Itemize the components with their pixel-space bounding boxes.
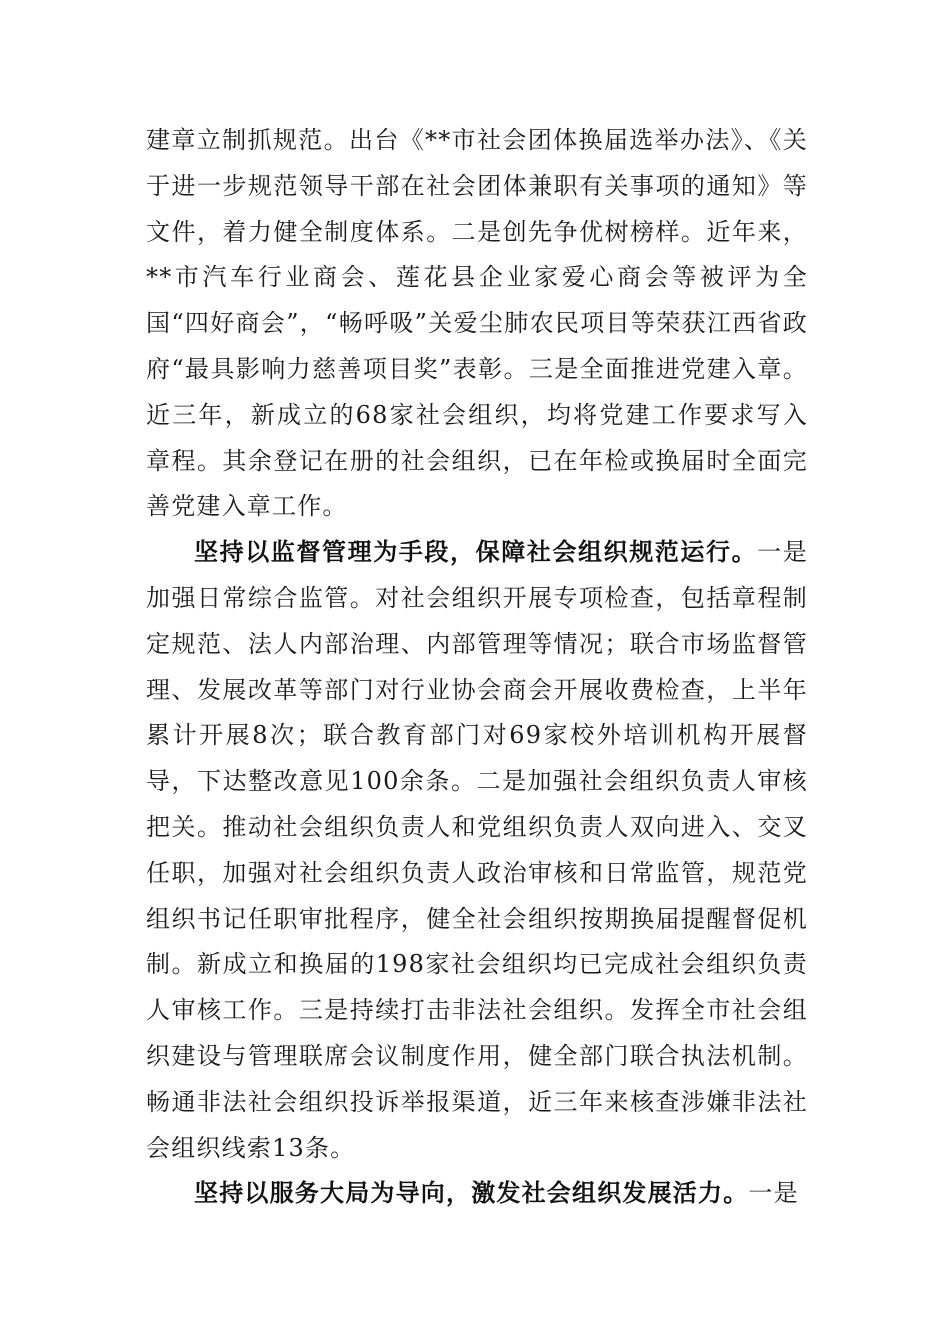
paragraph-1-body: 建章立制抓规范。出台《**市社会团体换届选举办法》、《关于进一步规范领导干部在社会团体兼职有关事项的通知》等文件，着力健全制度体系。二是创先争优树榜样。近年来，**市汽车行业商会、莲花县企业家爱心商会等被评为全国“四好商会”，“畅呼吸”关爱尘肺农民项目等荣获江西省政府“最具影响力慈善项目奖”表彰。三是全面推进党建入章。近三年，新成立的68家社会组织，均将党建工作要求写入章程。其余登记在册的社会组织，已在年检或换届时全面完善党建入章工作。 [146,126,808,521]
paragraph-service [146,1171,808,1217]
paragraph-2-body: 一是加强日常综合监管。对社会组织开展专项检查，包括章程制定规范、法人内部治理、内部管理等情况；联合市场监督管理、发展改革等部门对行业协会商会开展收费检查，上半年累计开展8次；联合教育部门对69家校外培训机构开展督导，下达整改意见100余条。二是加强社会组织负责人审核把关。推动社会组织负责人和党组织负责人双向进入、交叉任职，加强对社会组织负责人政治审核和日常监管，规范党组织书记任职审批程序，健全社会组织按期换届提醒督促机制。新成立和换届的198家社会组织均已完成社会组织负责人审核工作。三是持续打击非法社会组织。发挥全市社会组织建设与管理联席会议制度作用，健全部门联合执法机制。畅通非法社会组织投诉举报渠道，近三年来核查涉嫌非法社会组织线索13条。 [146,538,808,1162]
paragraph-supervision [146,530,808,1171]
document-body [146,118,808,1217]
paragraph-2-heading: 坚持以监督管理为手段，保障社会组织规范运行。 [194,538,758,567]
paragraph-3-heading: 坚持以服务大局为导向，激发社会组织发展活力。 [194,1179,749,1208]
paragraph-continuation [146,118,808,530]
paragraph-3-body: 一是 [748,1179,799,1208]
